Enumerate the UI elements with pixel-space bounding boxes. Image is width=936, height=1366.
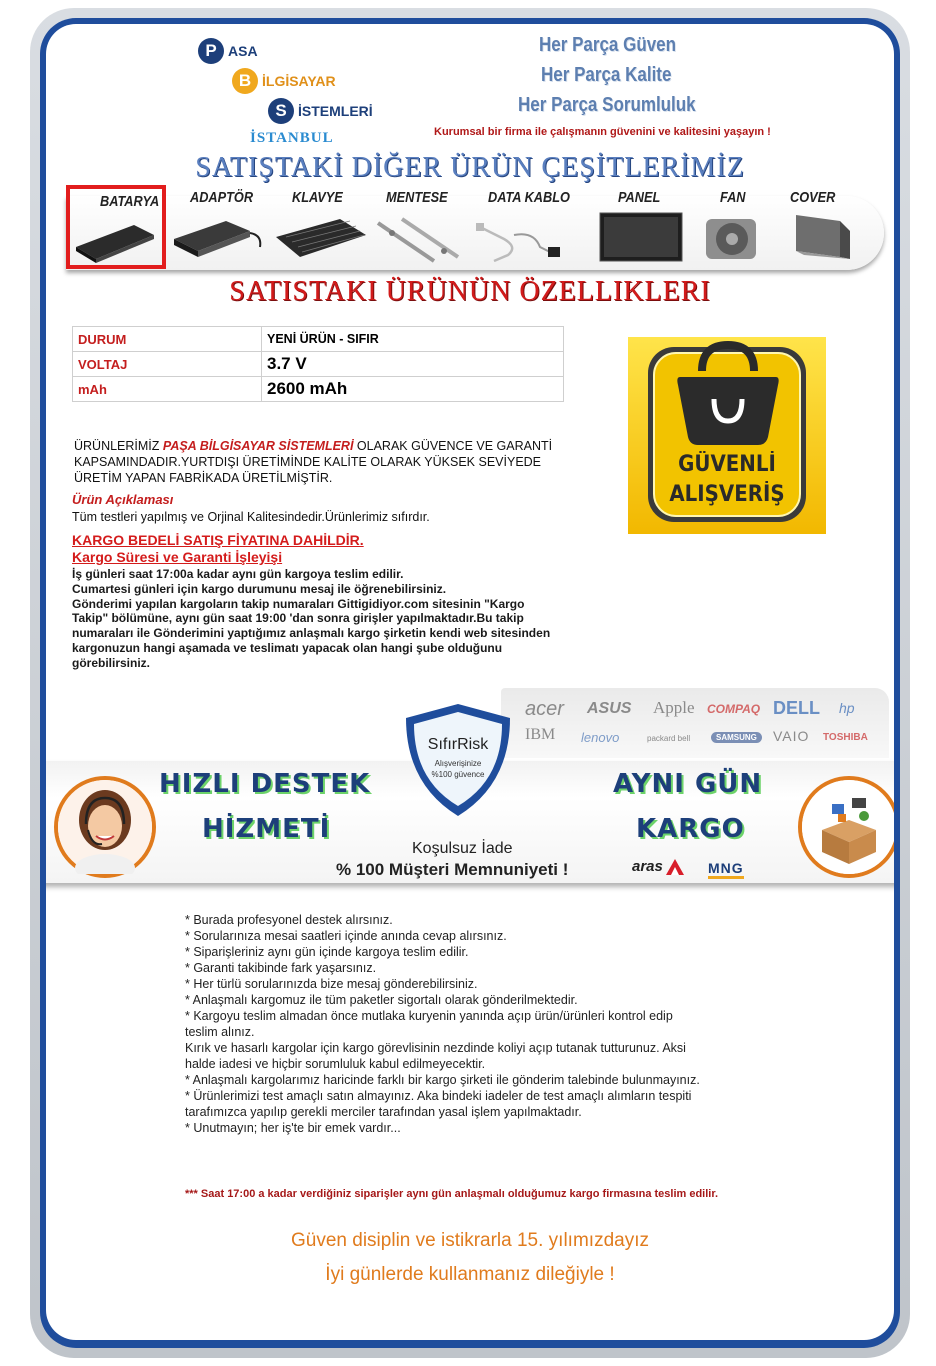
brand-apple: Apple bbox=[653, 698, 695, 717]
spec-key: mAh bbox=[73, 377, 262, 402]
categories-title: SATIŞTAKİ DİĞER ÜRÜN ÇEŞİTLERİMİZ bbox=[195, 152, 745, 183]
category-data-cable[interactable] bbox=[474, 185, 584, 265]
note-item: * Her türlü sorularınızda bize mesaj gönderebilirsiniz. bbox=[185, 977, 478, 991]
brand-lenovo: lenovo bbox=[581, 730, 620, 745]
listing-page bbox=[46, 24, 894, 1340]
shipping-headline: KARGO BEDELİ SATIŞ FİYATINA DAHİLDİR. bbox=[72, 532, 364, 548]
slogan-3: Her Parça Sorumluluk bbox=[518, 94, 696, 116]
brand-compaq: COMPAQ bbox=[707, 702, 761, 716]
shipping-text: İş günleri saat 17:00a kadar aynı gün kargoya teslim edilir. Cumartesi günleri için kargo durumunu mesaj ile öğrenebilirsiniz. Gönderimi yapılan kargoların takip numaraları Gittigidiyor.com sitesinin "Kargo Takip" bölümüne, aynı gün saat 19:00 'dan sonra girişler yapılmaktadır.Bu takip numaraları ile Gönderimini yaptığımız anlaşmalı kargo şirketin kendi web sitesinden kargonuzun hangi aşamada ve teslimatı yapacak olan hangi şube olduğunu görebilirsiniz. bbox=[72, 567, 551, 670]
note-item: * Garanti takibinde fark yaşarsınız. bbox=[185, 961, 377, 975]
category-label: FAN bbox=[720, 189, 746, 206]
logo-row-1 bbox=[198, 38, 258, 64]
spec-key: VOLTAJ bbox=[73, 352, 262, 377]
guarantee-paragraph bbox=[74, 438, 554, 486]
cover-icon bbox=[786, 211, 856, 265]
support-agent-icon bbox=[58, 780, 152, 874]
cargo-line2: KARGO bbox=[636, 814, 745, 844]
brand-vaio: VAIO bbox=[773, 728, 810, 744]
note-item: * Anlaşmalı kargolarımız haricinde farklı bir kargo şirketi ile gönderim talebinde bulunmayınız. bbox=[185, 1073, 700, 1087]
brand-packard-bell: packard bell bbox=[647, 734, 691, 743]
category-label: ADAPTÖR bbox=[190, 189, 254, 206]
brand-ibm: IBM bbox=[525, 726, 556, 743]
brand-samsung: SAMSUNG bbox=[711, 732, 762, 743]
brand-dell: DELL bbox=[773, 698, 820, 718]
category-label: COVER bbox=[790, 189, 836, 206]
note-item: * Ürünlerimizi test amaçlı satın almayınız. Aka bindeki iadeler de test amaçlı alımların tespiti tarafımızca yapılıp gerekli merciler tarafından yasal işlem yapılmaktadır. bbox=[185, 1089, 695, 1119]
spec-table bbox=[72, 326, 564, 402]
carrier-aras bbox=[632, 858, 684, 875]
corporate-note: Kurumsal bir firma ile çalışmanın güvenini ve kalitesini yaşayın ! bbox=[434, 126, 771, 138]
support-line2: HİZMETİ bbox=[202, 814, 331, 844]
shield-sub2: %100 güvence bbox=[431, 770, 485, 779]
notes-list bbox=[185, 912, 705, 1136]
logo-row-2 bbox=[232, 68, 336, 94]
category-cover[interactable] bbox=[780, 185, 870, 265]
company-logo bbox=[196, 38, 386, 148]
spec-value: 3.7 V bbox=[262, 352, 564, 377]
category-label: PANEL bbox=[618, 189, 661, 206]
slogan-2: Her Parça Kalite bbox=[541, 64, 672, 86]
slogan-1: Her Parça Güven bbox=[539, 34, 677, 56]
secure-badge-line1: GÜVENLİ bbox=[678, 452, 776, 477]
spec-value: YENİ ÜRÜN - SIFIR bbox=[262, 327, 564, 352]
adapter-icon bbox=[170, 213, 266, 265]
battery-icon bbox=[68, 217, 164, 267]
table-row bbox=[73, 327, 564, 352]
logo-mark-b: B bbox=[232, 68, 258, 94]
secure-shopping-badge bbox=[628, 337, 826, 534]
note-item: * Burada profesyonel destek alırsınız. bbox=[185, 913, 393, 927]
guarantee-pre: ÜRÜNLERİMİZ bbox=[74, 439, 163, 453]
brand-hp: hp bbox=[839, 700, 855, 716]
shield-sub1: Alışverişinize bbox=[434, 759, 482, 768]
fan-icon bbox=[704, 213, 766, 265]
keyboard-icon bbox=[274, 215, 370, 267]
note-item: * Kargoyu teslim almadan önce mutlaka kuryenin yanında açıp ürün/ürünleri kontrol edip teslim alınız. Kırık ve hasarlı kargolar için kargo görevlisinin nezdinde koliyi açıp tutanak tutturunuz. Aksi halde iadesi ve hiçbir sorumluluk kabul edilmeyecektir. bbox=[185, 1009, 686, 1071]
carrier-mng: MNG bbox=[708, 860, 744, 879]
logo-text-asa: ASA bbox=[228, 43, 258, 59]
logo-mark-s: S bbox=[268, 98, 294, 124]
brand-acer: acer bbox=[525, 698, 564, 720]
cargo-line1: AYNI GÜN bbox=[613, 769, 763, 799]
features-title: SATISTAKI ÜRÜNÜN ÖZELLIKLERI bbox=[229, 276, 711, 307]
footer-line2: İyi günlerde kullanmanız dileğiyle ! bbox=[325, 1264, 615, 1285]
logo-text-bilgisayar: İLGİSAYAR bbox=[262, 73, 336, 89]
spec-value: 2600 mAh bbox=[262, 377, 564, 402]
category-label: DATA KABLO bbox=[488, 189, 570, 206]
category-label: KLAVYE bbox=[292, 189, 343, 206]
satisfaction-text: % 100 Müşteri Memnuniyeti ! bbox=[336, 860, 569, 879]
note-item: * Siparişleriniz aynı gün içinde kargoya teslim edilir. bbox=[185, 945, 469, 959]
data-cable-icon bbox=[474, 213, 578, 265]
category-panel[interactable] bbox=[594, 185, 694, 265]
shield-title: SıfırRisk bbox=[427, 736, 489, 753]
shipping-subtitle: Kargo Süresi ve Garanti İşleyişi bbox=[72, 549, 283, 565]
brand-panel bbox=[501, 688, 889, 758]
logo-row-3 bbox=[268, 98, 373, 124]
note-item: * Sorularınıza mesai saatleri içinde anında cevap alırsınız. bbox=[185, 929, 507, 943]
table-row bbox=[73, 352, 564, 377]
description-text: Tüm testleri yapılmış ve Orjinal Kalitesindedir.Ürünlerimiz sıfırdır. bbox=[72, 510, 430, 524]
table-row bbox=[73, 377, 564, 402]
category-battery[interactable] bbox=[66, 185, 166, 269]
return-text: Koşulsuz İade bbox=[412, 840, 513, 857]
brand-asus: ASUS bbox=[587, 700, 632, 717]
hinge-icon bbox=[372, 213, 468, 265]
category-adapter[interactable] bbox=[168, 185, 258, 265]
zero-risk-shield bbox=[398, 700, 518, 820]
cargo-box-icon bbox=[802, 780, 894, 874]
secure-badge-line2: ALIŞVERİŞ bbox=[669, 482, 785, 507]
footer-line1: Güven disiplin ve istikrarla 15. yılımızdayız bbox=[291, 1230, 649, 1251]
guarantee-post: OLARAK GÜVENCE VE GARANTİ KAPSAMINDADIR.YURTDIŞI ÜRETİMİNDE KALİTE OLARAK YÜKSEK SEVİYEDE ÜRETİM YAPAN FABRİKADA ÜRETİLMİŞTİR. bbox=[74, 439, 553, 485]
note-item: * Anlaşmalı kargomuz ile tüm paketler sigortalı olarak gönderilmektedir. bbox=[185, 993, 578, 1007]
spec-key: DURUM bbox=[73, 327, 262, 352]
aras-logo-icon bbox=[666, 859, 684, 875]
note-item: * Unutmayın; her iş'te bir emek vardır... bbox=[185, 1121, 401, 1135]
category-label: MENTESE bbox=[386, 189, 448, 206]
carrier-aras-label: aras bbox=[632, 858, 663, 875]
support-agent-avatar bbox=[54, 776, 156, 878]
logo-text-sistemleri: İSTEMLERİ bbox=[298, 103, 373, 119]
category-keyboard[interactable] bbox=[270, 185, 360, 265]
cargo-box-avatar bbox=[798, 776, 894, 878]
category-label: BATARYA bbox=[100, 193, 160, 210]
category-hinge[interactable] bbox=[372, 185, 468, 265]
guarantee-brand: PAŞA BİLGİSAYAR SİSTEMLERİ bbox=[162, 439, 354, 453]
category-fan[interactable] bbox=[704, 185, 774, 265]
brand-toshiba: TOSHIBA bbox=[823, 732, 868, 743]
panel-icon bbox=[598, 211, 690, 265]
logo-mark-p: P bbox=[198, 38, 224, 64]
support-line1: HIZLI DESTEK bbox=[159, 769, 371, 799]
logo-city: İSTANBUL bbox=[250, 130, 334, 146]
cutoff-note: *** Saat 17:00 a kadar verdiğiniz siparişler aynı gün anlaşmalı olduğumuz kargo firmasına teslim edilir. bbox=[185, 1188, 719, 1200]
description-title: Ürün Açıklaması bbox=[72, 492, 174, 507]
